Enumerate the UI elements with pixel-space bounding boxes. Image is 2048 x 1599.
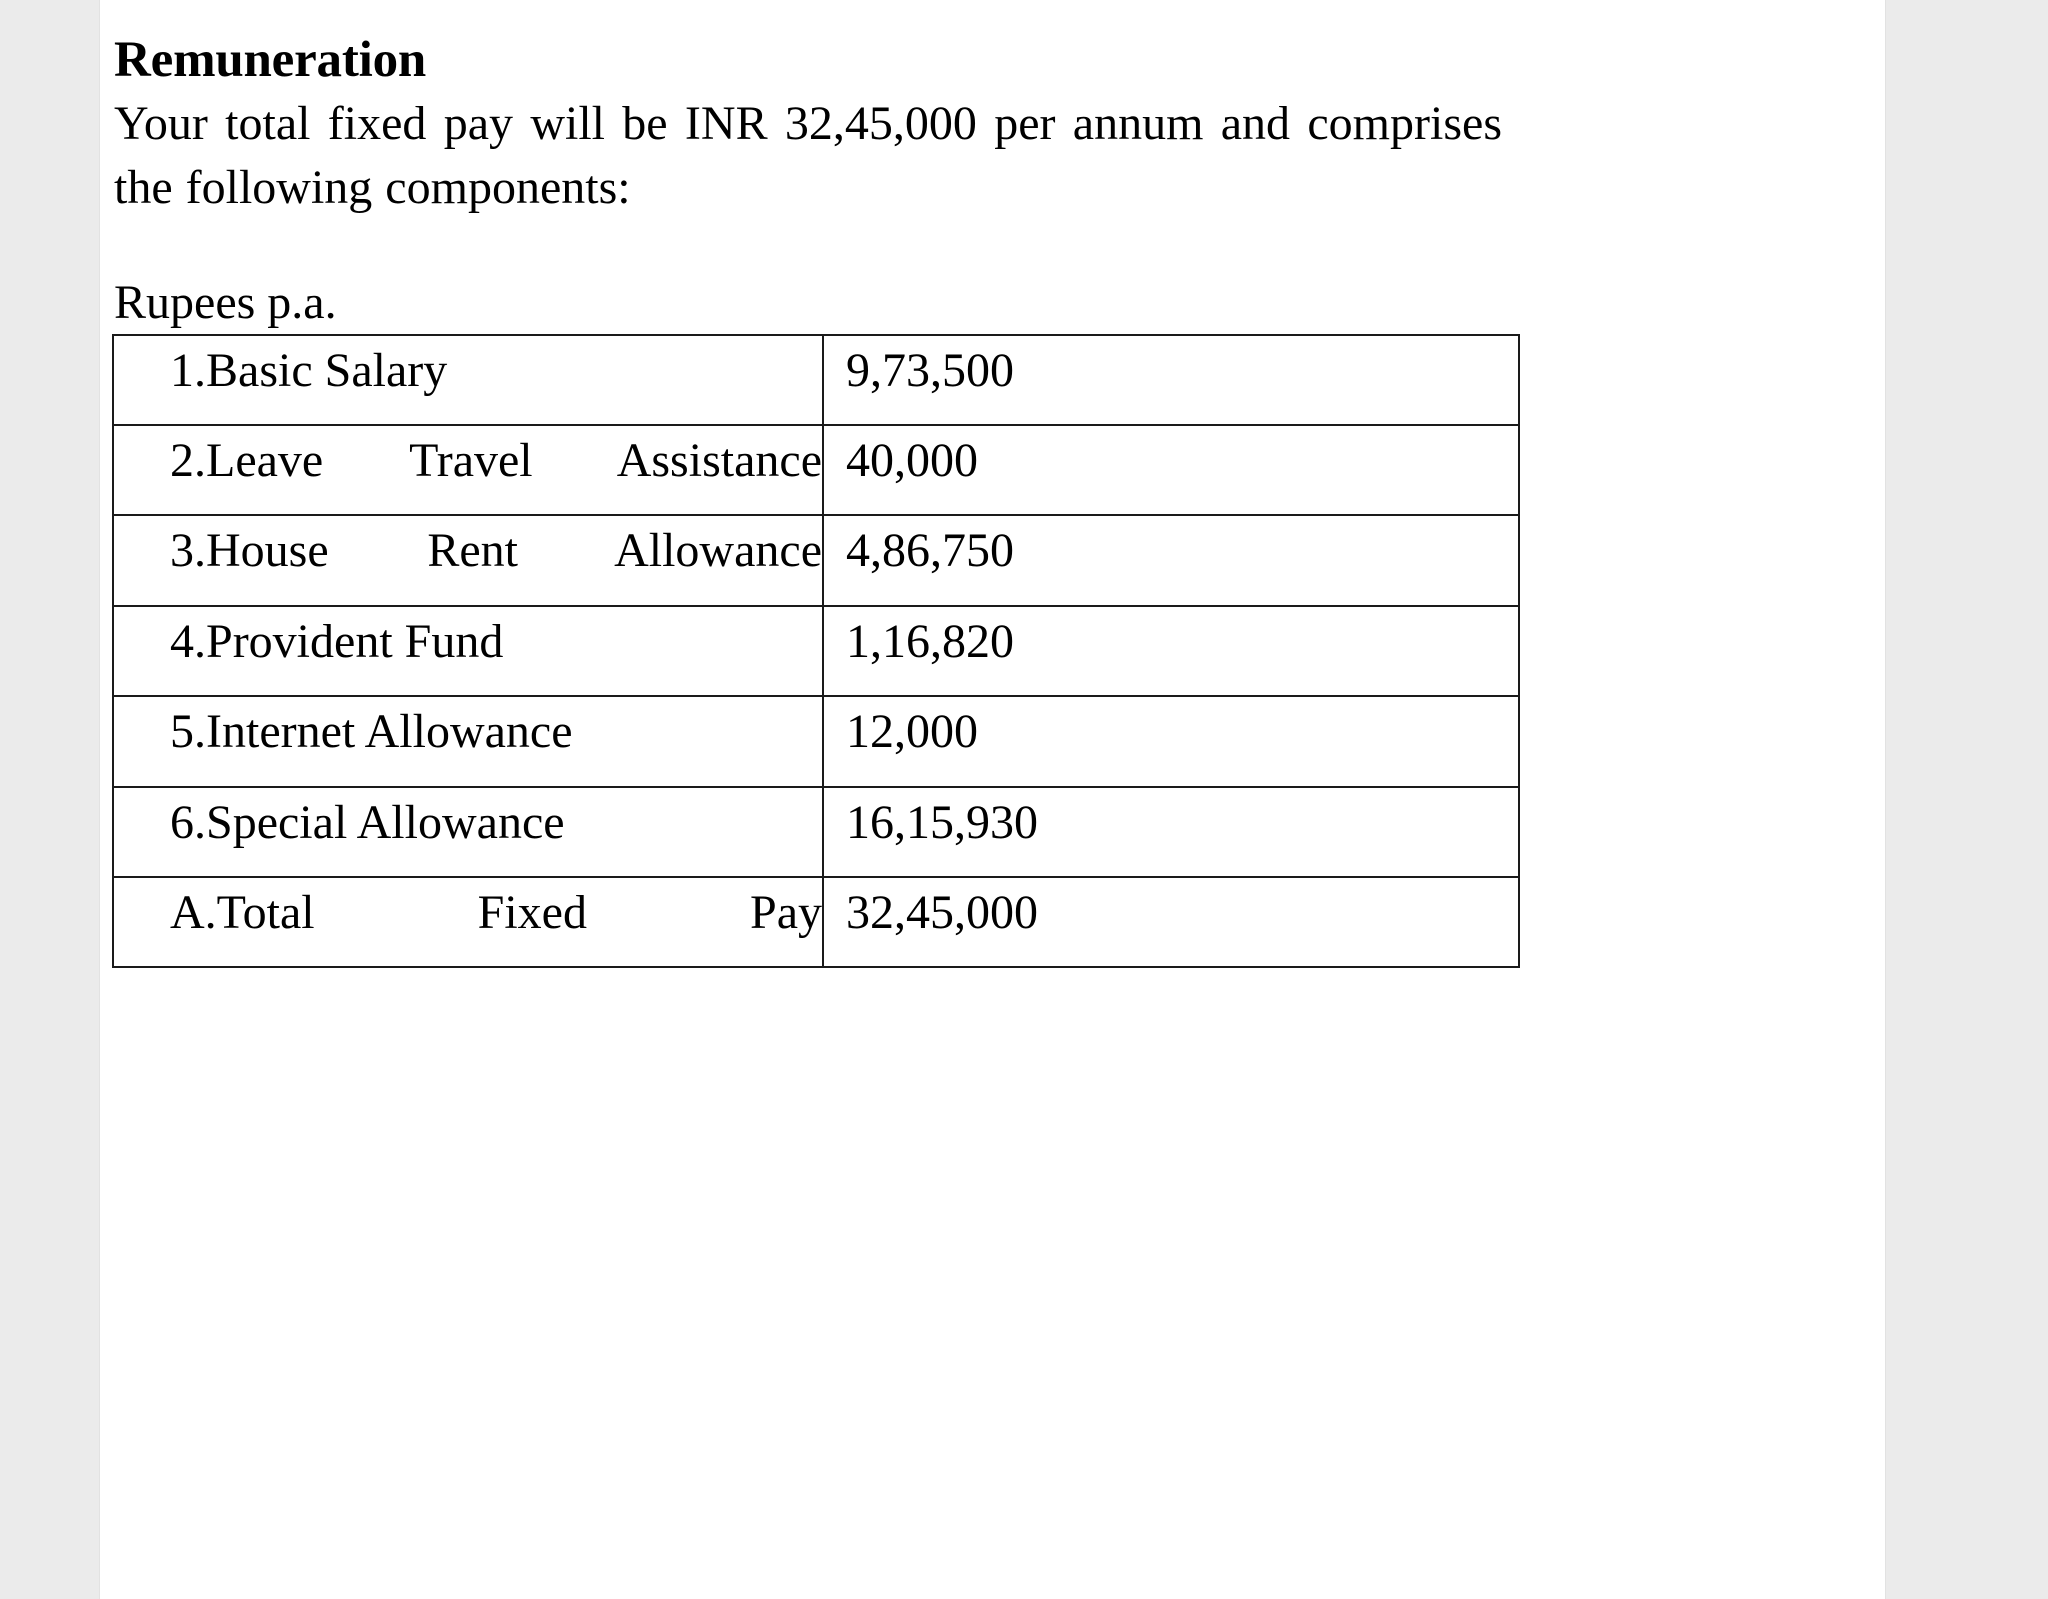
units-label: Rupees p.a. (114, 275, 337, 329)
item-label: Basic Salary (206, 343, 448, 397)
item-number: 3. (170, 524, 206, 578)
intro-paragraph: Your total fixed pay will be INR 32,45,000 per annum and comprises the following components: (114, 97, 1502, 214)
item-label: House Rent Allowance (206, 524, 822, 578)
item-number: 2. (170, 433, 206, 487)
total-label-cell (113, 877, 823, 967)
item-number: 4. (170, 614, 206, 668)
component-amount-cell: 4,86,750 (823, 515, 1519, 605)
component-label-cell (113, 335, 823, 425)
component-amount-cell: 9,73,500 (823, 335, 1519, 425)
table-row (113, 696, 1519, 786)
remuneration-table (112, 334, 1520, 969)
total-amount-cell: 32,45,000 (823, 877, 1519, 967)
component-amount-cell: 12,000 (823, 696, 1519, 786)
component-label-cell (113, 515, 823, 605)
table-body (113, 335, 1519, 968)
table-row (113, 606, 1519, 696)
component-label-cell (113, 606, 823, 696)
table-row-total (113, 877, 1519, 967)
page-title: Remuneration (114, 32, 427, 88)
document-page (100, 0, 1885, 1599)
component-label-cell (113, 787, 823, 877)
component-amount-cell: 16,15,930 (823, 787, 1519, 877)
component-label-cell (113, 425, 823, 515)
item-label: Special Allowance (206, 795, 565, 849)
table-row (113, 425, 1519, 515)
component-amount-cell: 40,000 (823, 425, 1519, 515)
component-label-cell (113, 696, 823, 786)
item-number: 1. (170, 343, 206, 397)
item-label: Internet Allowance (206, 705, 573, 759)
item-number: 5. (170, 705, 206, 759)
item-label: Total Fixed Pay (216, 885, 822, 939)
page-content (112, 0, 1502, 968)
table-row (113, 787, 1519, 877)
item-number: 6. (170, 795, 206, 849)
table-row (113, 335, 1519, 425)
component-amount-cell: 1,16,820 (823, 606, 1519, 696)
paragraph-spacer (112, 220, 1502, 276)
item-label: Provident Fund (206, 614, 504, 668)
table-row (113, 515, 1519, 605)
item-number: A. (170, 885, 217, 939)
item-label: Leave Travel Assistance (206, 433, 822, 487)
